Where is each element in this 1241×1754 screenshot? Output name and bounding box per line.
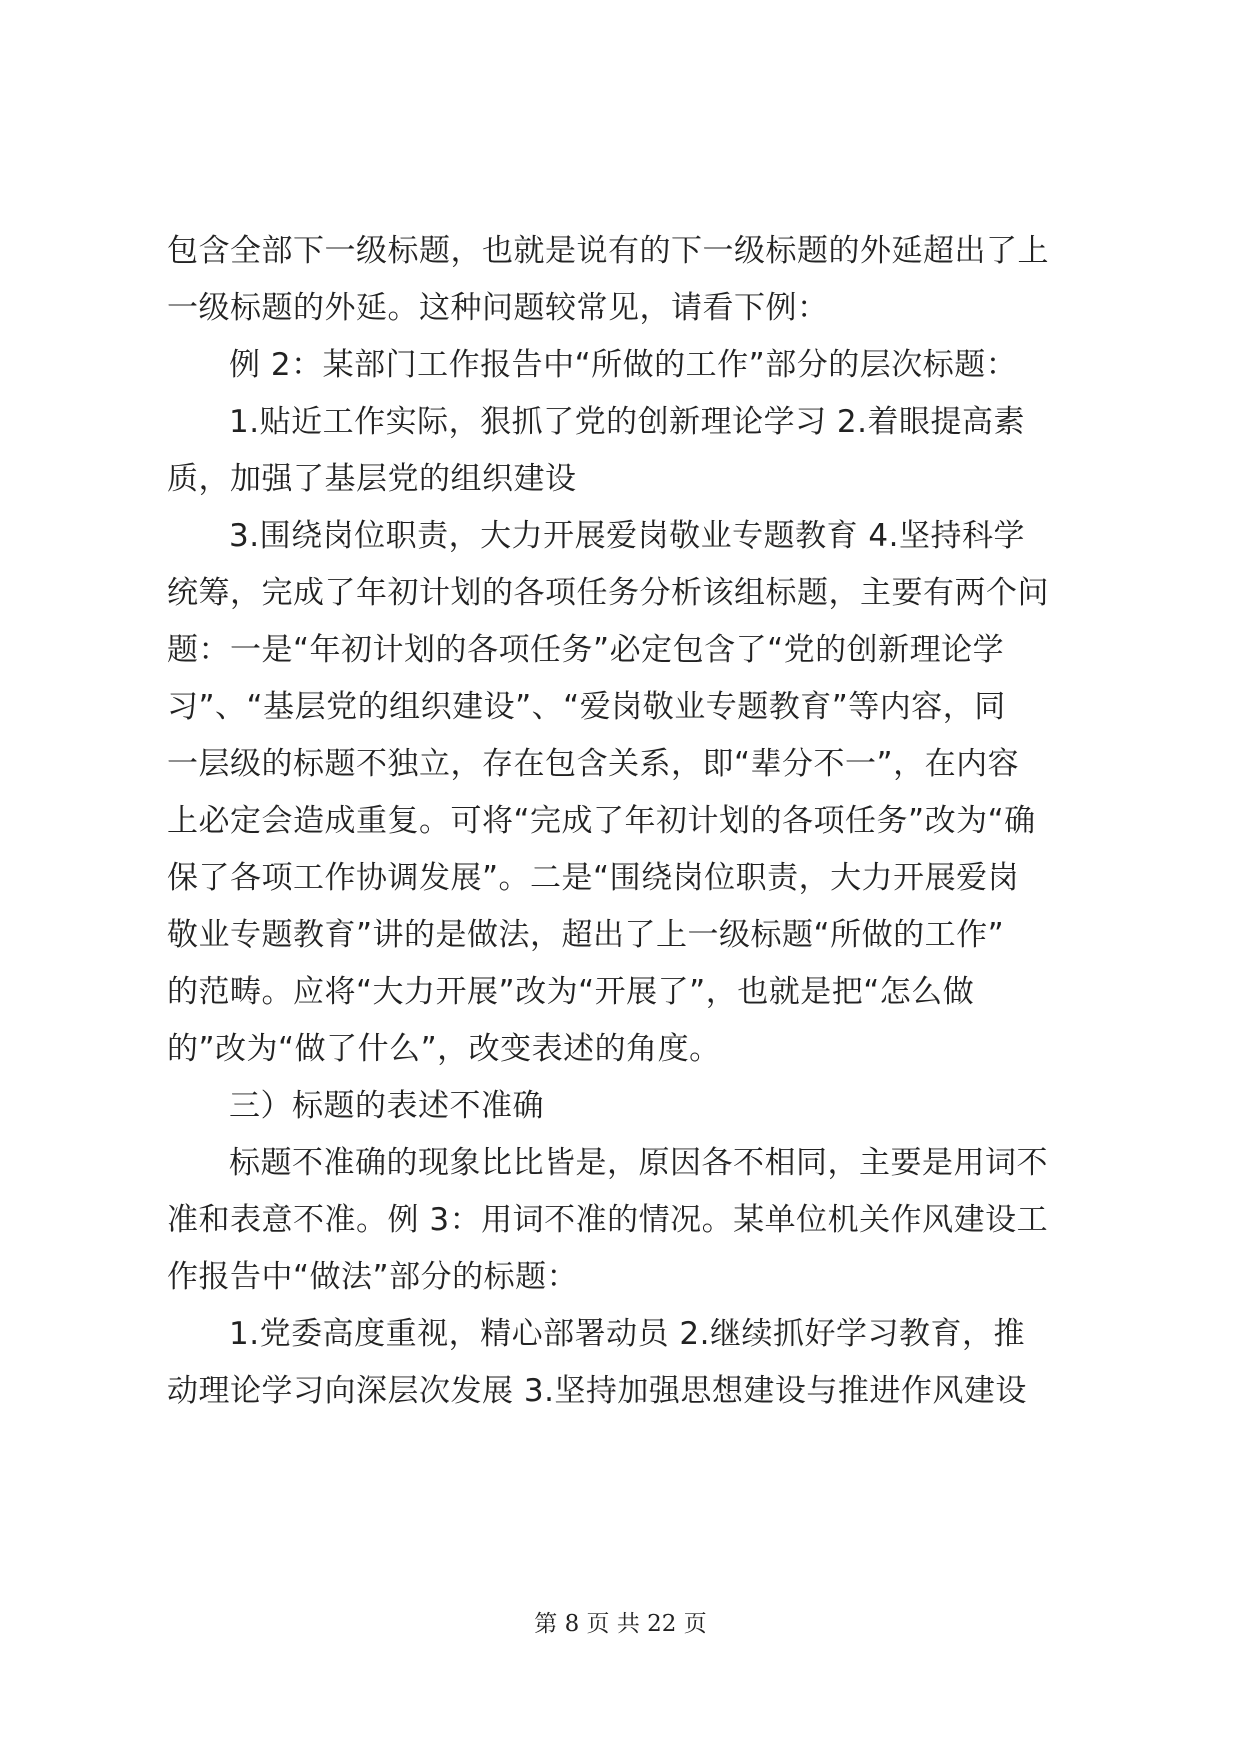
text-line: 保了各项工作协调发展”。二是“围绕岗位职责，大力开展爱岗: [167, 860, 1020, 896]
text-line: 1.党委高度重视，精心部署动员 2.继续抓好学习教育，推: [229, 1316, 1026, 1352]
text-line: 作报告中“做法”部分的标题：: [167, 1259, 579, 1295]
text-line: 3.围绕岗位职责，大力开展爱岗敬业专题教育 4.坚持科学: [229, 518, 1026, 554]
text-line: 准和表意不准。例 3：用词不准的情况。某单位机关作风建设工: [167, 1202, 1049, 1238]
text-line: 上必定会造成重复。可将“完成了年初计划的各项任务”改为“确: [167, 803, 1036, 839]
page-number-footer: 第 8 页 共 22 页: [534, 1611, 707, 1637]
text-line: 包含全部下一级标题，也就是说有的下一级标题的外延超出了上: [167, 233, 1049, 269]
text-line: 习”、“基层党的组织建设”、“爱岗敬业专题教育”等内容，同: [167, 689, 1006, 725]
text-line: 标题不准确的现象比比皆是，原因各不相同，主要是用词不: [229, 1145, 1048, 1181]
text-line: 1.贴近工作实际，狠抓了党的创新理论学习 2.着眼提高素: [229, 404, 1026, 440]
text-line: 一层级的标题不独立，存在包含关系，即“辈分不一”，在内容: [167, 746, 1020, 782]
text-line: 的”改为“做了什么”，改变表述的角度。: [167, 1031, 721, 1067]
text-line: 例 2：某部门工作报告中“所做的工作”部分的层次标题：: [229, 347, 1018, 383]
section-heading: 三）标题的表述不准确: [229, 1088, 544, 1124]
text-line: 质，加强了基层党的组织建设: [167, 461, 577, 497]
text-line: 敬业专题教育”讲的是做法，超出了上一级标题“所做的工作”: [167, 917, 1005, 953]
text-line: 题：一是“年初计划的各项任务”必定包含了“党的创新理论学: [167, 632, 1005, 668]
text-line: 一级标题的外延。这种问题较常见，请看下例：: [167, 290, 829, 326]
text-line: 的范畴。应将“大力开展”改为“开展了”，也就是把“怎么做: [167, 974, 975, 1010]
text-line: 统筹，完成了年初计划的各项任务分析该组标题，主要有两个问: [167, 575, 1049, 611]
text-line: 动理论学习向深层次发展 3.坚持加强思想建设与推进作风建设: [167, 1373, 1027, 1409]
